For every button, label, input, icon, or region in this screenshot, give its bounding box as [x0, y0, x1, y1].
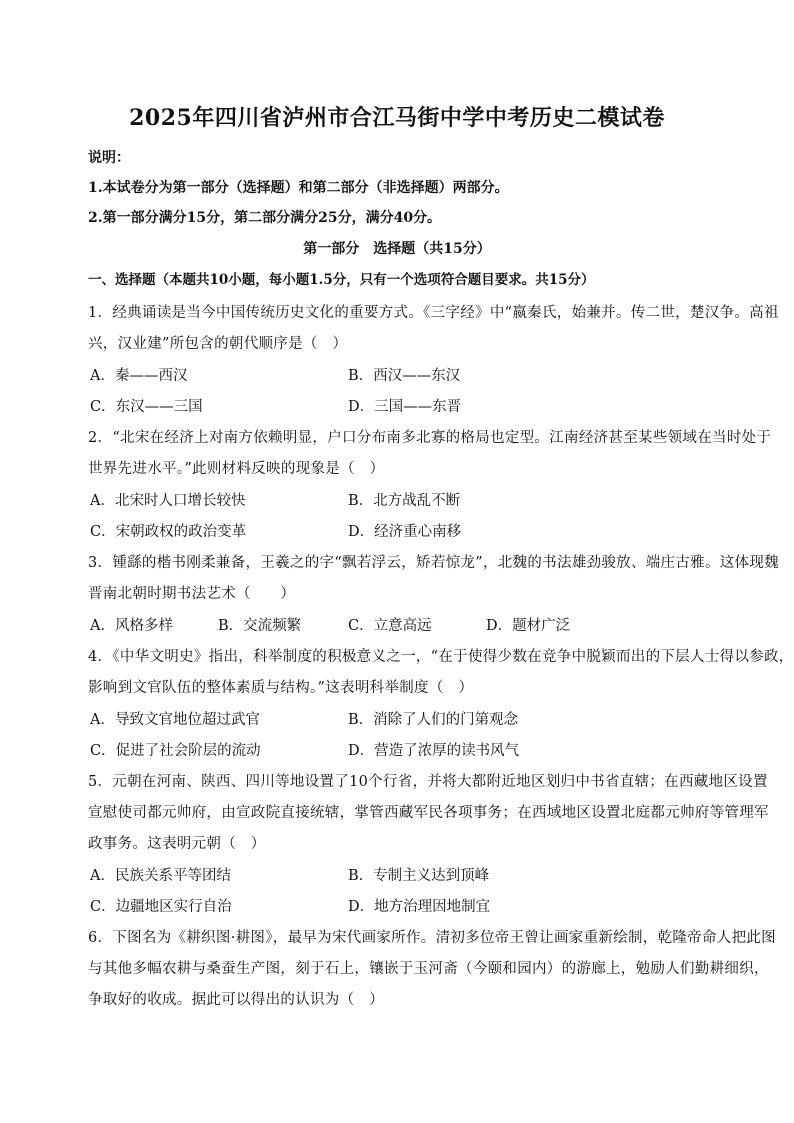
question-2-line: 2．“北宋在经济上对南方依赖明显，户口分布南多北寡的格局也定型。江南经济甚至某些领域在当时处于: [88, 430, 772, 446]
note-item: 1.本试卷分为第一部分（选择题）和第二部分（非选择题）两部分。: [88, 180, 509, 196]
question-5-line: 政事务。这表明元朝（ ）: [88, 836, 266, 852]
page-title: 2025年四川省泸州市合江马街中学中考历史二模试卷: [129, 105, 665, 131]
question-4-line: 影响到文官队伍的整体素质与结构。”这表明科举制度（ ）: [88, 680, 474, 696]
question-2-option-b[interactable]: B．北方战乱不断: [348, 493, 461, 509]
question-3-line: 3．锺繇的楷书刚柔兼备，王羲之的字“飘若浮云，矫若惊龙”，北魏的书法雄劲骏放、端庄古雅。这体现魏: [88, 555, 779, 571]
question-1-option-c[interactable]: C．东汉——三国: [90, 399, 203, 415]
question-6-line: 6．下图名为《耕织图·耕图》，最早为宋代画家所作。清初多位帝王曾让画家重新绘制，乾隆帝命人把此图: [88, 930, 776, 946]
question-1-line: 1．经典诵读是当今中国传统历史文化的重要方式。《三字经》中“嬴秦氏，始兼并。传二世，楚汉争。高祖: [88, 305, 779, 321]
note-item: 2.第一部分满分15分，第二部分满分25分，满分40分。: [88, 210, 442, 226]
question-4-option-d[interactable]: D．营造了浓厚的读书风气: [348, 743, 520, 759]
notes-heading: 说明：: [88, 150, 130, 166]
question-1-option-b[interactable]: B．西汉——东汉: [348, 368, 461, 384]
part1-heading: 第一部分 选择题（共15分）: [303, 241, 491, 257]
question-4-option-a[interactable]: A．导致文官地位超过武官: [90, 712, 260, 728]
question-3-option-b[interactable]: B．交流频繁: [218, 618, 302, 634]
question-3-option-d[interactable]: D．题材广泛: [486, 618, 571, 634]
question-5-line: 宣慰使司都元帅府，由宣政院直接统辖，掌管西藏军民各项事务；在西域地区设置北庭都元帅府等管理军: [88, 805, 769, 821]
section-heading: 一、选择题（本题共10小题，每小题1.5分，只有一个选项符合题目要求。共15分）: [88, 272, 595, 288]
question-5-option-b[interactable]: B．专制主义达到顶峰: [348, 868, 490, 884]
question-5-option-d[interactable]: D．地方治理因地制宜: [348, 899, 491, 915]
question-4-option-b[interactable]: B．消除了人们的门第观念: [348, 712, 519, 728]
question-5-line: 5．元朝在河南、陕西、四川等地设置了10个行省，并将大都附近地区划归中书省直辖；在西藏地区设置: [88, 774, 768, 790]
question-4-option-c[interactable]: C．促进了社会阶层的流动: [90, 743, 261, 759]
question-1-option-d[interactable]: D．三国——东晋: [348, 399, 462, 415]
question-2-option-c[interactable]: C．宋朝政权的政治变革: [90, 524, 247, 540]
question-2-line: 世界先进水平。”此则材料反映的现象是（ ）: [88, 461, 385, 477]
question-4-line: 4．《中华文明史》指出，科举制度的积极意义之一，“在于使得少数在竞争中脱颖而出的下层人士得以参政，: [88, 649, 794, 665]
question-6-line: 与其他多幅农耕与桑蚕生产图，刻于石上，镶嵌于玉河斋（今颐和园内）的游廊上，勉励人们勤耕细织，: [88, 961, 769, 977]
question-3-option-a[interactable]: A．风格多样: [90, 618, 173, 634]
question-2-option-a[interactable]: A．北宋时人口增长较快: [90, 493, 246, 509]
question-3-option-c[interactable]: C．立意高远: [348, 618, 432, 634]
question-5-option-a[interactable]: A．民族关系平等团结: [90, 868, 231, 884]
question-3-line: 晋南北朝时期书法艺术（ ）: [88, 586, 296, 602]
question-6-line: 争取好的收成。据此可以得出的认识为（ ）: [88, 992, 384, 1008]
question-5-option-c[interactable]: C．边疆地区实行自治: [90, 899, 232, 915]
question-2-option-d[interactable]: D．经济重心南移: [348, 524, 462, 540]
question-1-option-a[interactable]: A．秦——西汉: [90, 368, 188, 384]
question-1-line: 兴，汉业建”所包含的朝代顺序是（ ）: [88, 336, 348, 352]
